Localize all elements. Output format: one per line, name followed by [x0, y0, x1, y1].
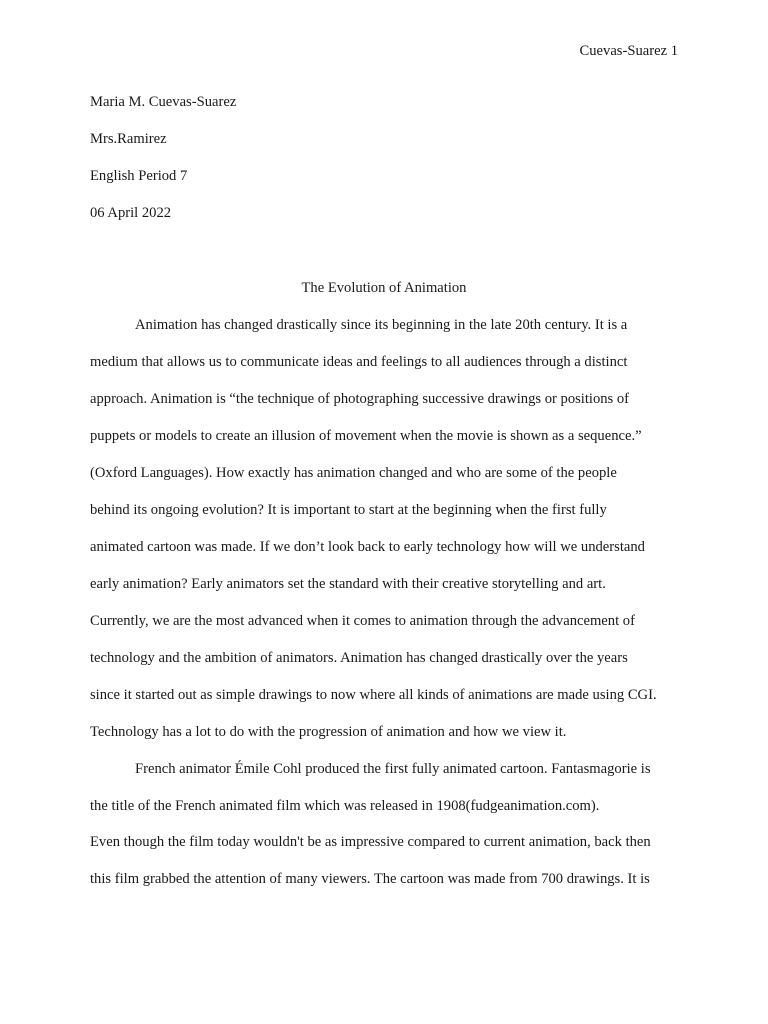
- body-line: French animator Émile Cohl produced the first fully animated cartoon. Fantasmagorie is: [135, 761, 651, 777]
- body-line: Even though the film today wouldn't be as impressive compared to current animation, back then: [90, 834, 651, 850]
- body-line: puppets or models to create an illusion of movement when the movie is shown as a sequence.”: [90, 428, 642, 444]
- running-head: Cuevas-Suarez 1: [579, 43, 678, 59]
- course-name: English Period 7: [90, 168, 188, 184]
- paper-title: The Evolution of Animation: [301, 280, 467, 296]
- body-line: Currently, we are the most advanced when it comes to animation through the advancement of: [90, 613, 635, 629]
- body-line: the title of the French animated film which was released in 1908(fudgeanimation.com).: [90, 798, 600, 814]
- body-line: early animation? Early animators set the standard with their creative storytelling and art.: [90, 576, 606, 592]
- student-name: Maria M. Cuevas-Suarez: [90, 94, 237, 110]
- body-line: approach. Animation is “the technique of photographing successive drawings or positions of: [90, 391, 630, 407]
- teacher-name: Mrs.Ramirez: [90, 131, 167, 147]
- body-line: technology and the ambition of animators. Animation has changed drastically over the years: [90, 650, 628, 666]
- body-line: Animation has changed drastically since its beginning in the late 20th century. It is a: [135, 317, 628, 333]
- body-line: since it started out as simple drawings to now where all kinds of animations are made using CGI.: [90, 687, 657, 703]
- body-line: (Oxford Languages). How exactly has animation changed and who are some of the people: [90, 465, 617, 481]
- body-line: medium that allows us to communicate ideas and feelings to all audiences through a distinct: [90, 354, 628, 370]
- body-line: this film grabbed the attention of many viewers. The cartoon was made from 700 drawings. It is: [90, 871, 650, 887]
- body-line: animated cartoon was made. If we don’t look back to early technology how will we understand: [90, 539, 645, 555]
- paper-date: 06 April 2022: [90, 205, 172, 221]
- body-line: behind its ongoing evolution? It is important to start at the beginning when the first fully: [90, 502, 607, 518]
- body-line: Technology has a lot to do with the progression of animation and how we view it.: [90, 724, 567, 740]
